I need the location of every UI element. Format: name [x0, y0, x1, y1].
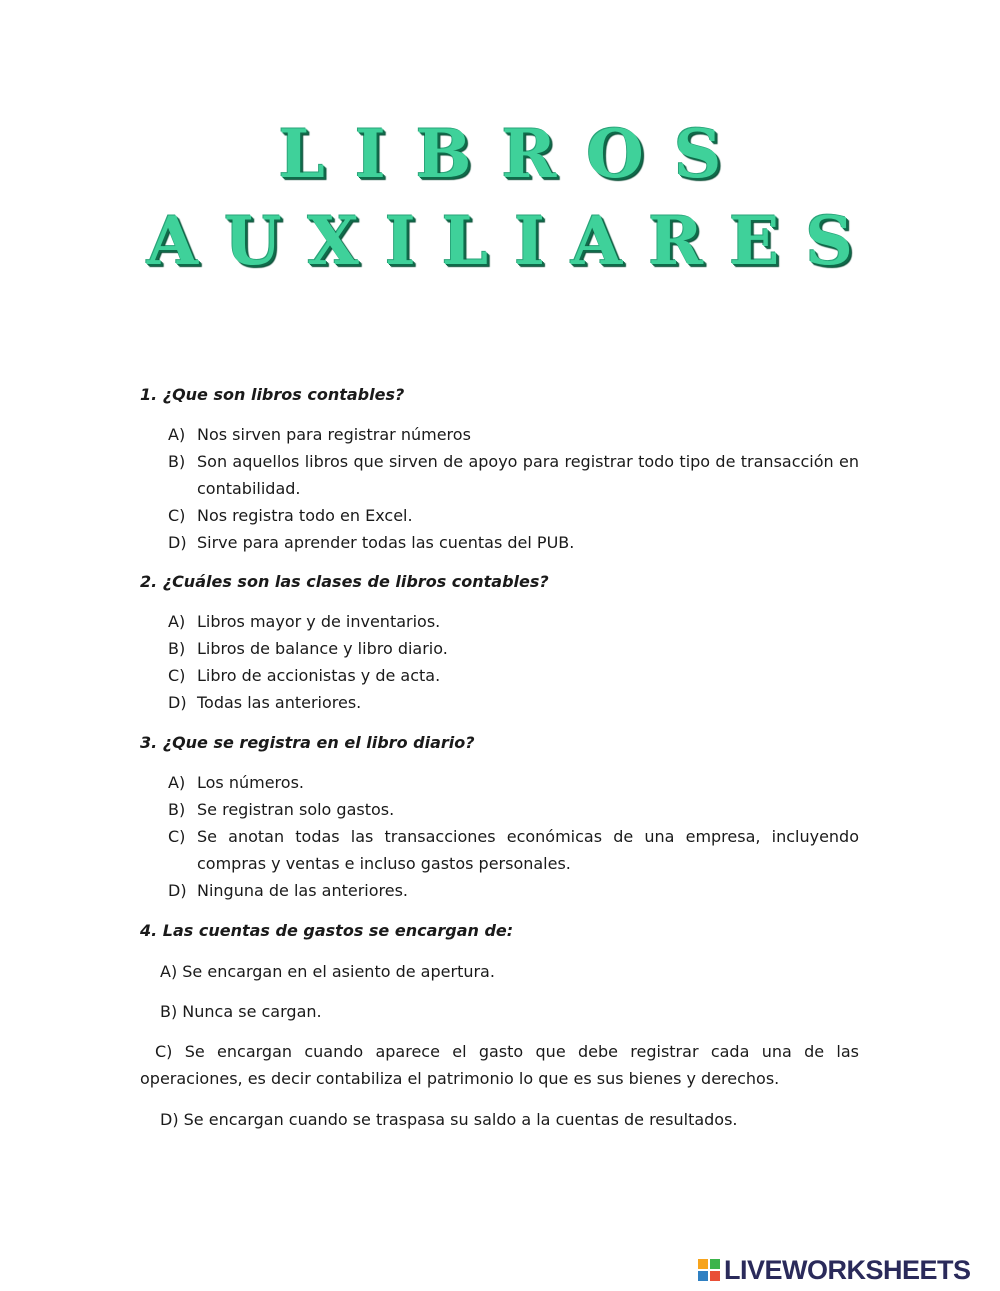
question-4-option-a[interactable]: A) Se encargan en el asiento de apertura. — [160, 962, 495, 981]
option-text: Nos registra todo en Excel. — [197, 506, 413, 525]
option-letter: B) — [168, 452, 186, 471]
option-letter: C) — [168, 506, 186, 525]
question-4-heading: 4. Las cuentas de gastos se encargan de: — [140, 921, 514, 940]
option-text: Ninguna de las anteriores. — [197, 881, 409, 900]
question-2-option-d[interactable] — [168, 689, 859, 716]
question-3-option-a[interactable] — [168, 769, 859, 796]
logo-icon — [698, 1259, 720, 1281]
option-text: Libros de balance y libro diario. — [197, 639, 448, 658]
question-2-option-c[interactable] — [168, 662, 859, 689]
question-2-option-a[interactable] — [168, 608, 859, 635]
option-text: Los números. — [197, 773, 304, 792]
question-3-option-d[interactable] — [168, 877, 859, 904]
option-letter: D) — [168, 693, 187, 712]
option-letter: A) — [168, 773, 186, 792]
logo-box-3 — [698, 1271, 708, 1281]
logo-text: LIVEWORKSHEETS — [724, 1254, 971, 1285]
question-4-option-c[interactable]: C) Se encargan cuando aparece el gasto que debe registrar cada una de las operaciones, es decir contabiliza el patrimonio lo que es sus bienes y derechos. — [140, 1042, 859, 1088]
option-text: Son aquellos libros que sirven de apoyo para registrar todo tipo de transacción en contabilidad. — [197, 452, 859, 498]
question-3-option-b[interactable] — [168, 796, 859, 823]
option-letter: B) — [168, 800, 186, 819]
option-text: Se anotan todas las transacciones económicas de una empresa, incluyendo compras y ventas e incluso gastos personales. — [197, 827, 859, 873]
option-letter: C) — [168, 827, 186, 846]
liveworksheets-logo — [698, 1256, 971, 1284]
logo-box-4 — [710, 1271, 720, 1281]
question-3-option-c[interactable] — [168, 823, 859, 877]
title-line-1: LIBROS — [278, 115, 752, 193]
option-letter: D) — [168, 533, 187, 552]
logo-box-2 — [710, 1259, 720, 1269]
question-3-heading: 3. ¿Que se registra en el libro diario? — [140, 733, 475, 752]
option-letter: A) — [168, 425, 186, 444]
option-text: Libro de accionistas y de acta. — [197, 666, 441, 685]
option-letter: D) — [168, 881, 187, 900]
question-4-option-d[interactable]: D) Se encargan cuando se traspasa su saldo a la cuentas de resultados. — [160, 1110, 738, 1129]
question-2-heading: 2. ¿Cuáles son las clases de libros contables? — [140, 572, 549, 591]
option-text: Nos sirven para registrar números — [197, 425, 471, 444]
title-line-2: AUXILIARES — [146, 202, 880, 280]
option-text: Todas las anteriores. — [197, 693, 362, 712]
question-4-option-b[interactable]: B) Nunca se cargan. — [160, 1002, 322, 1021]
question-1-option-d[interactable] — [168, 529, 859, 556]
option-letter: C) — [168, 666, 186, 685]
option-letter: B) — [168, 639, 186, 658]
option-letter: A) — [168, 612, 186, 631]
option-text: Sirve para aprender todas las cuentas del PUB. — [197, 533, 575, 552]
option-text: Libros mayor y de inventarios. — [197, 612, 441, 631]
question-1-heading: 1. ¿Que son libros contables? — [140, 385, 405, 404]
question-1-option-a[interactable] — [168, 421, 859, 448]
question-2-option-b[interactable] — [168, 635, 859, 662]
question-1-option-c[interactable] — [168, 502, 859, 529]
question-1-option-b[interactable] — [168, 448, 859, 502]
logo-box-1 — [698, 1259, 708, 1269]
option-text: Se registran solo gastos. — [197, 800, 395, 819]
